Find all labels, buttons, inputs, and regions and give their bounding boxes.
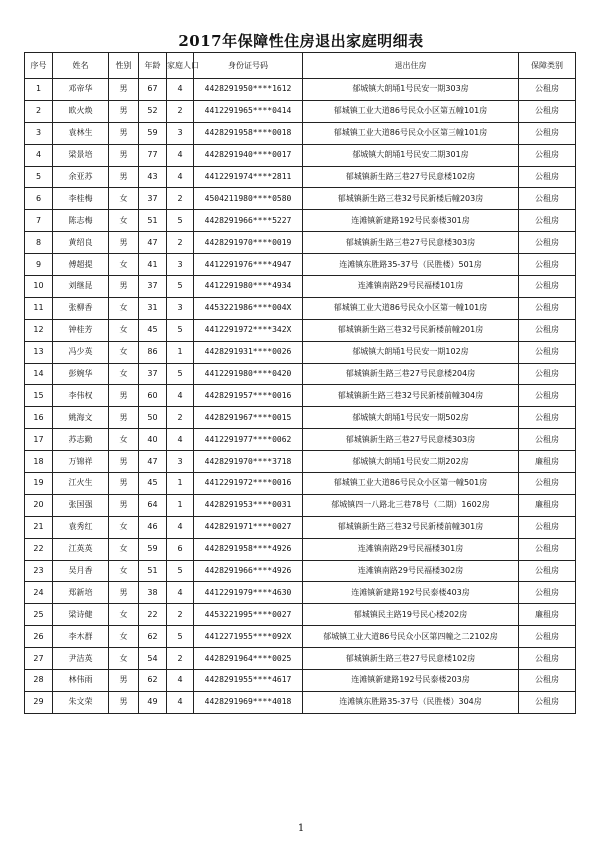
cell-gender: 男 bbox=[109, 100, 139, 122]
cell-name: 万锦祥 bbox=[53, 451, 109, 473]
cell-address: 郁城镇大朗埇1号民安二期301房 bbox=[303, 144, 519, 166]
cell-name: 姚海文 bbox=[53, 407, 109, 429]
cell-seq: 10 bbox=[25, 276, 53, 298]
table-row bbox=[25, 232, 576, 254]
cell-age: 45 bbox=[139, 319, 167, 341]
cell-household: 5 bbox=[167, 276, 194, 298]
cell-gender: 男 bbox=[109, 691, 139, 713]
cell-type: 公租房 bbox=[519, 276, 576, 298]
cell-address: 郁城镇大朗埇1号民安一期102房 bbox=[303, 341, 519, 363]
cell-name: 张国强 bbox=[53, 494, 109, 516]
cell-age: 37 bbox=[139, 276, 167, 298]
cell-household: 4 bbox=[167, 582, 194, 604]
table-row bbox=[25, 604, 576, 626]
cell-name: 袁秀红 bbox=[53, 516, 109, 538]
cell-seq: 11 bbox=[25, 297, 53, 319]
cell-address: 郁城镇新生路三巷32号民新楼前幢301房 bbox=[303, 516, 519, 538]
header-type: 保障类别 bbox=[519, 53, 576, 79]
cell-gender: 女 bbox=[109, 604, 139, 626]
table-row bbox=[25, 254, 576, 276]
cell-type: 公租房 bbox=[519, 166, 576, 188]
cell-type: 公租房 bbox=[519, 144, 576, 166]
table-row bbox=[25, 341, 576, 363]
header-id-number: 身份证号码 bbox=[194, 53, 303, 79]
cell-id-number: 4412291976****4947 bbox=[194, 254, 303, 276]
cell-household: 4 bbox=[167, 166, 194, 188]
cell-age: 67 bbox=[139, 79, 167, 101]
cell-age: 47 bbox=[139, 451, 167, 473]
cell-address: 郁城镇大朗埇1号民安一期502房 bbox=[303, 407, 519, 429]
cell-id-number: 4412291980****0420 bbox=[194, 363, 303, 385]
cell-age: 43 bbox=[139, 166, 167, 188]
cell-name: 梁诗健 bbox=[53, 604, 109, 626]
cell-id-number: 4412291974****2811 bbox=[194, 166, 303, 188]
cell-gender: 女 bbox=[109, 363, 139, 385]
cell-name: 邓帝华 bbox=[53, 79, 109, 101]
cell-household: 5 bbox=[167, 319, 194, 341]
cell-age: 62 bbox=[139, 670, 167, 692]
cell-gender: 男 bbox=[109, 276, 139, 298]
cell-address: 郁城镇新生路三巷27号民意楼204房 bbox=[303, 363, 519, 385]
cell-gender: 男 bbox=[109, 232, 139, 254]
cell-type: 公租房 bbox=[519, 341, 576, 363]
cell-id-number: 4453221995****0027 bbox=[194, 604, 303, 626]
cell-age: 59 bbox=[139, 538, 167, 560]
cell-seq: 9 bbox=[25, 254, 53, 276]
cell-address: 郁城镇新生路三巷27号民意楼102房 bbox=[303, 648, 519, 670]
page-number: 1 bbox=[297, 823, 305, 834]
cell-seq: 17 bbox=[25, 429, 53, 451]
cell-address: 连滩镇南路29号民福楼301房 bbox=[303, 538, 519, 560]
cell-type: 公租房 bbox=[519, 582, 576, 604]
cell-name: 江英英 bbox=[53, 538, 109, 560]
cell-household: 4 bbox=[167, 385, 194, 407]
cell-name: 江火生 bbox=[53, 473, 109, 495]
table-row bbox=[25, 538, 576, 560]
cell-address: 连滩镇新建路192号民泰楼203房 bbox=[303, 670, 519, 692]
cell-address: 郁城镇工业大道86号民众小区第四幢之二2102房 bbox=[303, 626, 519, 648]
cell-seq: 28 bbox=[25, 670, 53, 692]
table-row bbox=[25, 473, 576, 495]
cell-id-number: 4428291940****0017 bbox=[194, 144, 303, 166]
cell-gender: 男 bbox=[109, 79, 139, 101]
cell-household: 4 bbox=[167, 144, 194, 166]
cell-gender: 女 bbox=[109, 210, 139, 232]
cell-age: 50 bbox=[139, 407, 167, 429]
cell-age: 37 bbox=[139, 363, 167, 385]
cell-gender: 男 bbox=[109, 670, 139, 692]
cell-household: 4 bbox=[167, 79, 194, 101]
cell-type: 公租房 bbox=[519, 210, 576, 232]
cell-seq: 18 bbox=[25, 451, 53, 473]
table-row bbox=[25, 407, 576, 429]
cell-name: 傅超提 bbox=[53, 254, 109, 276]
cell-name: 尹洁英 bbox=[53, 648, 109, 670]
cell-type: 公租房 bbox=[519, 516, 576, 538]
header-age: 年龄 bbox=[139, 53, 167, 79]
cell-name: 欧火焕 bbox=[53, 100, 109, 122]
cell-address: 郁城镇工业大道86号民众小区第一幢501房 bbox=[303, 473, 519, 495]
cell-id-number: 4428291969****4018 bbox=[194, 691, 303, 713]
cell-seq: 16 bbox=[25, 407, 53, 429]
cell-seq: 20 bbox=[25, 494, 53, 516]
cell-seq: 25 bbox=[25, 604, 53, 626]
cell-seq: 13 bbox=[25, 341, 53, 363]
cell-seq: 14 bbox=[25, 363, 53, 385]
cell-household: 3 bbox=[167, 297, 194, 319]
cell-household: 2 bbox=[167, 188, 194, 210]
cell-age: 46 bbox=[139, 516, 167, 538]
cell-type: 公租房 bbox=[519, 473, 576, 495]
header-row bbox=[25, 53, 576, 79]
cell-id-number: 4412291972****0016 bbox=[194, 473, 303, 495]
cell-age: 60 bbox=[139, 385, 167, 407]
cell-type: 公租房 bbox=[519, 691, 576, 713]
cell-household: 2 bbox=[167, 100, 194, 122]
cell-id-number: 4428291953****0031 bbox=[194, 494, 303, 516]
header-household: 家庭人口 bbox=[167, 53, 194, 79]
cell-seq: 22 bbox=[25, 538, 53, 560]
cell-id-number: 4428291955****4617 bbox=[194, 670, 303, 692]
cell-seq: 21 bbox=[25, 516, 53, 538]
cell-gender: 女 bbox=[109, 516, 139, 538]
cell-household: 2 bbox=[167, 407, 194, 429]
table-row bbox=[25, 670, 576, 692]
header-gender: 性别 bbox=[109, 53, 139, 79]
cell-type: 廉租房 bbox=[519, 604, 576, 626]
cell-name: 钟桂芳 bbox=[53, 319, 109, 341]
cell-seq: 1 bbox=[25, 79, 53, 101]
cell-address: 郁城镇工业大道86号民众小区第三幢101房 bbox=[303, 122, 519, 144]
table-row bbox=[25, 363, 576, 385]
cell-age: 86 bbox=[139, 341, 167, 363]
cell-address: 郁城镇大朗埇1号民安二期202房 bbox=[303, 451, 519, 473]
cell-name: 朱文荣 bbox=[53, 691, 109, 713]
cell-type: 廉租房 bbox=[519, 451, 576, 473]
cell-gender: 女 bbox=[109, 188, 139, 210]
cell-type: 公租房 bbox=[519, 100, 576, 122]
cell-seq: 23 bbox=[25, 560, 53, 582]
cell-gender: 女 bbox=[109, 341, 139, 363]
cell-seq: 6 bbox=[25, 188, 53, 210]
cell-name: 张柳香 bbox=[53, 297, 109, 319]
cell-type: 公租房 bbox=[519, 319, 576, 341]
cell-gender: 男 bbox=[109, 385, 139, 407]
cell-type: 公租房 bbox=[519, 232, 576, 254]
cell-type: 公租房 bbox=[519, 626, 576, 648]
cell-id-number: 4412291972****342X bbox=[194, 319, 303, 341]
cell-id-number: 4428291966****5227 bbox=[194, 210, 303, 232]
cell-id-number: 4428291964****0025 bbox=[194, 648, 303, 670]
cell-household: 2 bbox=[167, 232, 194, 254]
table-row bbox=[25, 144, 576, 166]
table-row bbox=[25, 166, 576, 188]
cell-household: 3 bbox=[167, 451, 194, 473]
cell-household: 5 bbox=[167, 560, 194, 582]
cell-seq: 7 bbox=[25, 210, 53, 232]
cell-id-number: 4428291971****0027 bbox=[194, 516, 303, 538]
cell-name: 李伟权 bbox=[53, 385, 109, 407]
cell-type: 公租房 bbox=[519, 254, 576, 276]
cell-address: 连滩镇东胜路35-37号（民胜楼）304房 bbox=[303, 691, 519, 713]
cell-seq: 2 bbox=[25, 100, 53, 122]
cell-gender: 男 bbox=[109, 144, 139, 166]
cell-type: 公租房 bbox=[519, 648, 576, 670]
cell-household: 4 bbox=[167, 516, 194, 538]
cell-address: 郁城镇新生路三巷32号民新楼前幢201房 bbox=[303, 319, 519, 341]
cell-id-number: 4412291979****4630 bbox=[194, 582, 303, 604]
cell-id-number: 4412271955****092X bbox=[194, 626, 303, 648]
table-row bbox=[25, 451, 576, 473]
table-row bbox=[25, 100, 576, 122]
cell-seq: 8 bbox=[25, 232, 53, 254]
cell-gender: 男 bbox=[109, 122, 139, 144]
cell-type: 公租房 bbox=[519, 122, 576, 144]
cell-address: 郁城镇大朗埇1号民安一期303房 bbox=[303, 79, 519, 101]
table-row bbox=[25, 648, 576, 670]
cell-name: 林伟雨 bbox=[53, 670, 109, 692]
cell-gender: 男 bbox=[109, 473, 139, 495]
cell-age: 52 bbox=[139, 100, 167, 122]
cell-type: 公租房 bbox=[519, 297, 576, 319]
cell-gender: 男 bbox=[109, 407, 139, 429]
cell-type: 公租房 bbox=[519, 429, 576, 451]
header-name: 姓名 bbox=[53, 53, 109, 79]
cell-name: 郑新培 bbox=[53, 582, 109, 604]
cell-age: 54 bbox=[139, 648, 167, 670]
table-row bbox=[25, 276, 576, 298]
cell-household: 4 bbox=[167, 670, 194, 692]
cell-gender: 女 bbox=[109, 297, 139, 319]
cell-household: 1 bbox=[167, 341, 194, 363]
cell-id-number: 4412291977****0062 bbox=[194, 429, 303, 451]
cell-seq: 3 bbox=[25, 122, 53, 144]
cell-age: 47 bbox=[139, 232, 167, 254]
cell-id-number: 4428291931****0026 bbox=[194, 341, 303, 363]
cell-name: 袁林生 bbox=[53, 122, 109, 144]
header-seq: 序号 bbox=[25, 53, 53, 79]
cell-address: 连滩镇东胜路35-37号（民胜楼）501房 bbox=[303, 254, 519, 276]
cell-id-number: 4504211980****0580 bbox=[194, 188, 303, 210]
cell-name: 冯少英 bbox=[53, 341, 109, 363]
cell-type: 公租房 bbox=[519, 538, 576, 560]
table-row bbox=[25, 691, 576, 713]
cell-seq: 15 bbox=[25, 385, 53, 407]
table-row bbox=[25, 494, 576, 516]
cell-age: 51 bbox=[139, 210, 167, 232]
table-row bbox=[25, 582, 576, 604]
cell-name: 彭婉华 bbox=[53, 363, 109, 385]
cell-address: 郁城镇工业大道86号民众小区第五幢101房 bbox=[303, 100, 519, 122]
cell-id-number: 4428291970****3718 bbox=[194, 451, 303, 473]
cell-age: 38 bbox=[139, 582, 167, 604]
cell-type: 公租房 bbox=[519, 363, 576, 385]
cell-name: 苏志勤 bbox=[53, 429, 109, 451]
table-row bbox=[25, 516, 576, 538]
cell-gender: 女 bbox=[109, 429, 139, 451]
cell-type: 公租房 bbox=[519, 560, 576, 582]
cell-household: 1 bbox=[167, 473, 194, 495]
cell-id-number: 4428291970****0019 bbox=[194, 232, 303, 254]
cell-household: 5 bbox=[167, 210, 194, 232]
cell-household: 3 bbox=[167, 254, 194, 276]
cell-gender: 男 bbox=[109, 166, 139, 188]
cell-id-number: 4428291966****4926 bbox=[194, 560, 303, 582]
cell-address: 郁城镇新生路三巷27号民意楼303房 bbox=[303, 429, 519, 451]
cell-id-number: 4428291958****0018 bbox=[194, 122, 303, 144]
cell-address: 连滩镇南路29号民福楼101房 bbox=[303, 276, 519, 298]
cell-name: 李木群 bbox=[53, 626, 109, 648]
cell-id-number: 4412291965****0414 bbox=[194, 100, 303, 122]
cell-age: 77 bbox=[139, 144, 167, 166]
cell-gender: 女 bbox=[109, 319, 139, 341]
exit-household-table bbox=[24, 52, 576, 714]
cell-seq: 24 bbox=[25, 582, 53, 604]
cell-name: 梁景培 bbox=[53, 144, 109, 166]
cell-type: 公租房 bbox=[519, 670, 576, 692]
cell-gender: 女 bbox=[109, 560, 139, 582]
cell-id-number: 4428291957****0016 bbox=[194, 385, 303, 407]
cell-id-number: 4428291958****4926 bbox=[194, 538, 303, 560]
cell-seq: 12 bbox=[25, 319, 53, 341]
cell-address: 郁城镇工业大道86号民众小区第一幢101房 bbox=[303, 297, 519, 319]
cell-seq: 5 bbox=[25, 166, 53, 188]
cell-household: 4 bbox=[167, 691, 194, 713]
table-row bbox=[25, 560, 576, 582]
table-row bbox=[25, 79, 576, 101]
cell-household: 4 bbox=[167, 429, 194, 451]
cell-type: 公租房 bbox=[519, 407, 576, 429]
table-row bbox=[25, 626, 576, 648]
cell-type: 公租房 bbox=[519, 79, 576, 101]
cell-address: 郁城镇新生路三巷32号民新楼后幢203房 bbox=[303, 188, 519, 210]
cell-age: 51 bbox=[139, 560, 167, 582]
cell-age: 45 bbox=[139, 473, 167, 495]
cell-household: 5 bbox=[167, 363, 194, 385]
cell-name: 吴月香 bbox=[53, 560, 109, 582]
cell-gender: 男 bbox=[109, 582, 139, 604]
cell-address: 郁城镇四一八路北三巷78号（二期）1602房 bbox=[303, 494, 519, 516]
cell-type: 公租房 bbox=[519, 385, 576, 407]
cell-seq: 27 bbox=[25, 648, 53, 670]
cell-gender: 女 bbox=[109, 538, 139, 560]
cell-type: 公租房 bbox=[519, 188, 576, 210]
cell-id-number: 4428291967****0015 bbox=[194, 407, 303, 429]
cell-address: 郁城镇民主路19号民心楼202房 bbox=[303, 604, 519, 626]
document-title: 2017年保障性住房退出家庭明细表 bbox=[178, 32, 424, 50]
cell-age: 41 bbox=[139, 254, 167, 276]
cell-address: 郁城镇新生路三巷27号民意楼102房 bbox=[303, 166, 519, 188]
cell-address: 连滩镇新建路192号民泰楼301房 bbox=[303, 210, 519, 232]
table-row bbox=[25, 210, 576, 232]
cell-address: 郁城镇新生路三巷27号民意楼303房 bbox=[303, 232, 519, 254]
header-address: 退出住房 bbox=[303, 53, 519, 79]
cell-age: 22 bbox=[139, 604, 167, 626]
cell-id-number: 4412291980****4934 bbox=[194, 276, 303, 298]
cell-gender: 女 bbox=[109, 626, 139, 648]
cell-age: 49 bbox=[139, 691, 167, 713]
cell-household: 2 bbox=[167, 604, 194, 626]
cell-household: 2 bbox=[167, 648, 194, 670]
cell-age: 37 bbox=[139, 188, 167, 210]
cell-seq: 29 bbox=[25, 691, 53, 713]
table-row bbox=[25, 429, 576, 451]
cell-id-number: 4453221986****004X bbox=[194, 297, 303, 319]
cell-address: 郁城镇新生路三巷32号民新楼前幢304房 bbox=[303, 385, 519, 407]
cell-gender: 女 bbox=[109, 254, 139, 276]
cell-household: 1 bbox=[167, 494, 194, 516]
cell-name: 陈志梅 bbox=[53, 210, 109, 232]
cell-type: 廉租房 bbox=[519, 494, 576, 516]
cell-age: 59 bbox=[139, 122, 167, 144]
cell-gender: 女 bbox=[109, 648, 139, 670]
cell-address: 连滩镇新建路192号民泰楼403房 bbox=[303, 582, 519, 604]
cell-age: 40 bbox=[139, 429, 167, 451]
cell-household: 3 bbox=[167, 122, 194, 144]
cell-seq: 4 bbox=[25, 144, 53, 166]
cell-address: 连滩镇南路29号民福楼302房 bbox=[303, 560, 519, 582]
table-row bbox=[25, 297, 576, 319]
cell-household: 6 bbox=[167, 538, 194, 560]
cell-name: 余亚苏 bbox=[53, 166, 109, 188]
cell-gender: 男 bbox=[109, 494, 139, 516]
cell-name: 李桂梅 bbox=[53, 188, 109, 210]
table-row bbox=[25, 385, 576, 407]
cell-id-number: 4428291950****1612 bbox=[194, 79, 303, 101]
cell-age: 64 bbox=[139, 494, 167, 516]
cell-age: 62 bbox=[139, 626, 167, 648]
cell-household: 5 bbox=[167, 626, 194, 648]
cell-age: 31 bbox=[139, 297, 167, 319]
cell-seq: 19 bbox=[25, 473, 53, 495]
cell-seq: 26 bbox=[25, 626, 53, 648]
table-row bbox=[25, 122, 576, 144]
cell-name: 刘继昆 bbox=[53, 276, 109, 298]
cell-gender: 男 bbox=[109, 451, 139, 473]
cell-name: 黄绍良 bbox=[53, 232, 109, 254]
table-row bbox=[25, 188, 576, 210]
table-row bbox=[25, 319, 576, 341]
